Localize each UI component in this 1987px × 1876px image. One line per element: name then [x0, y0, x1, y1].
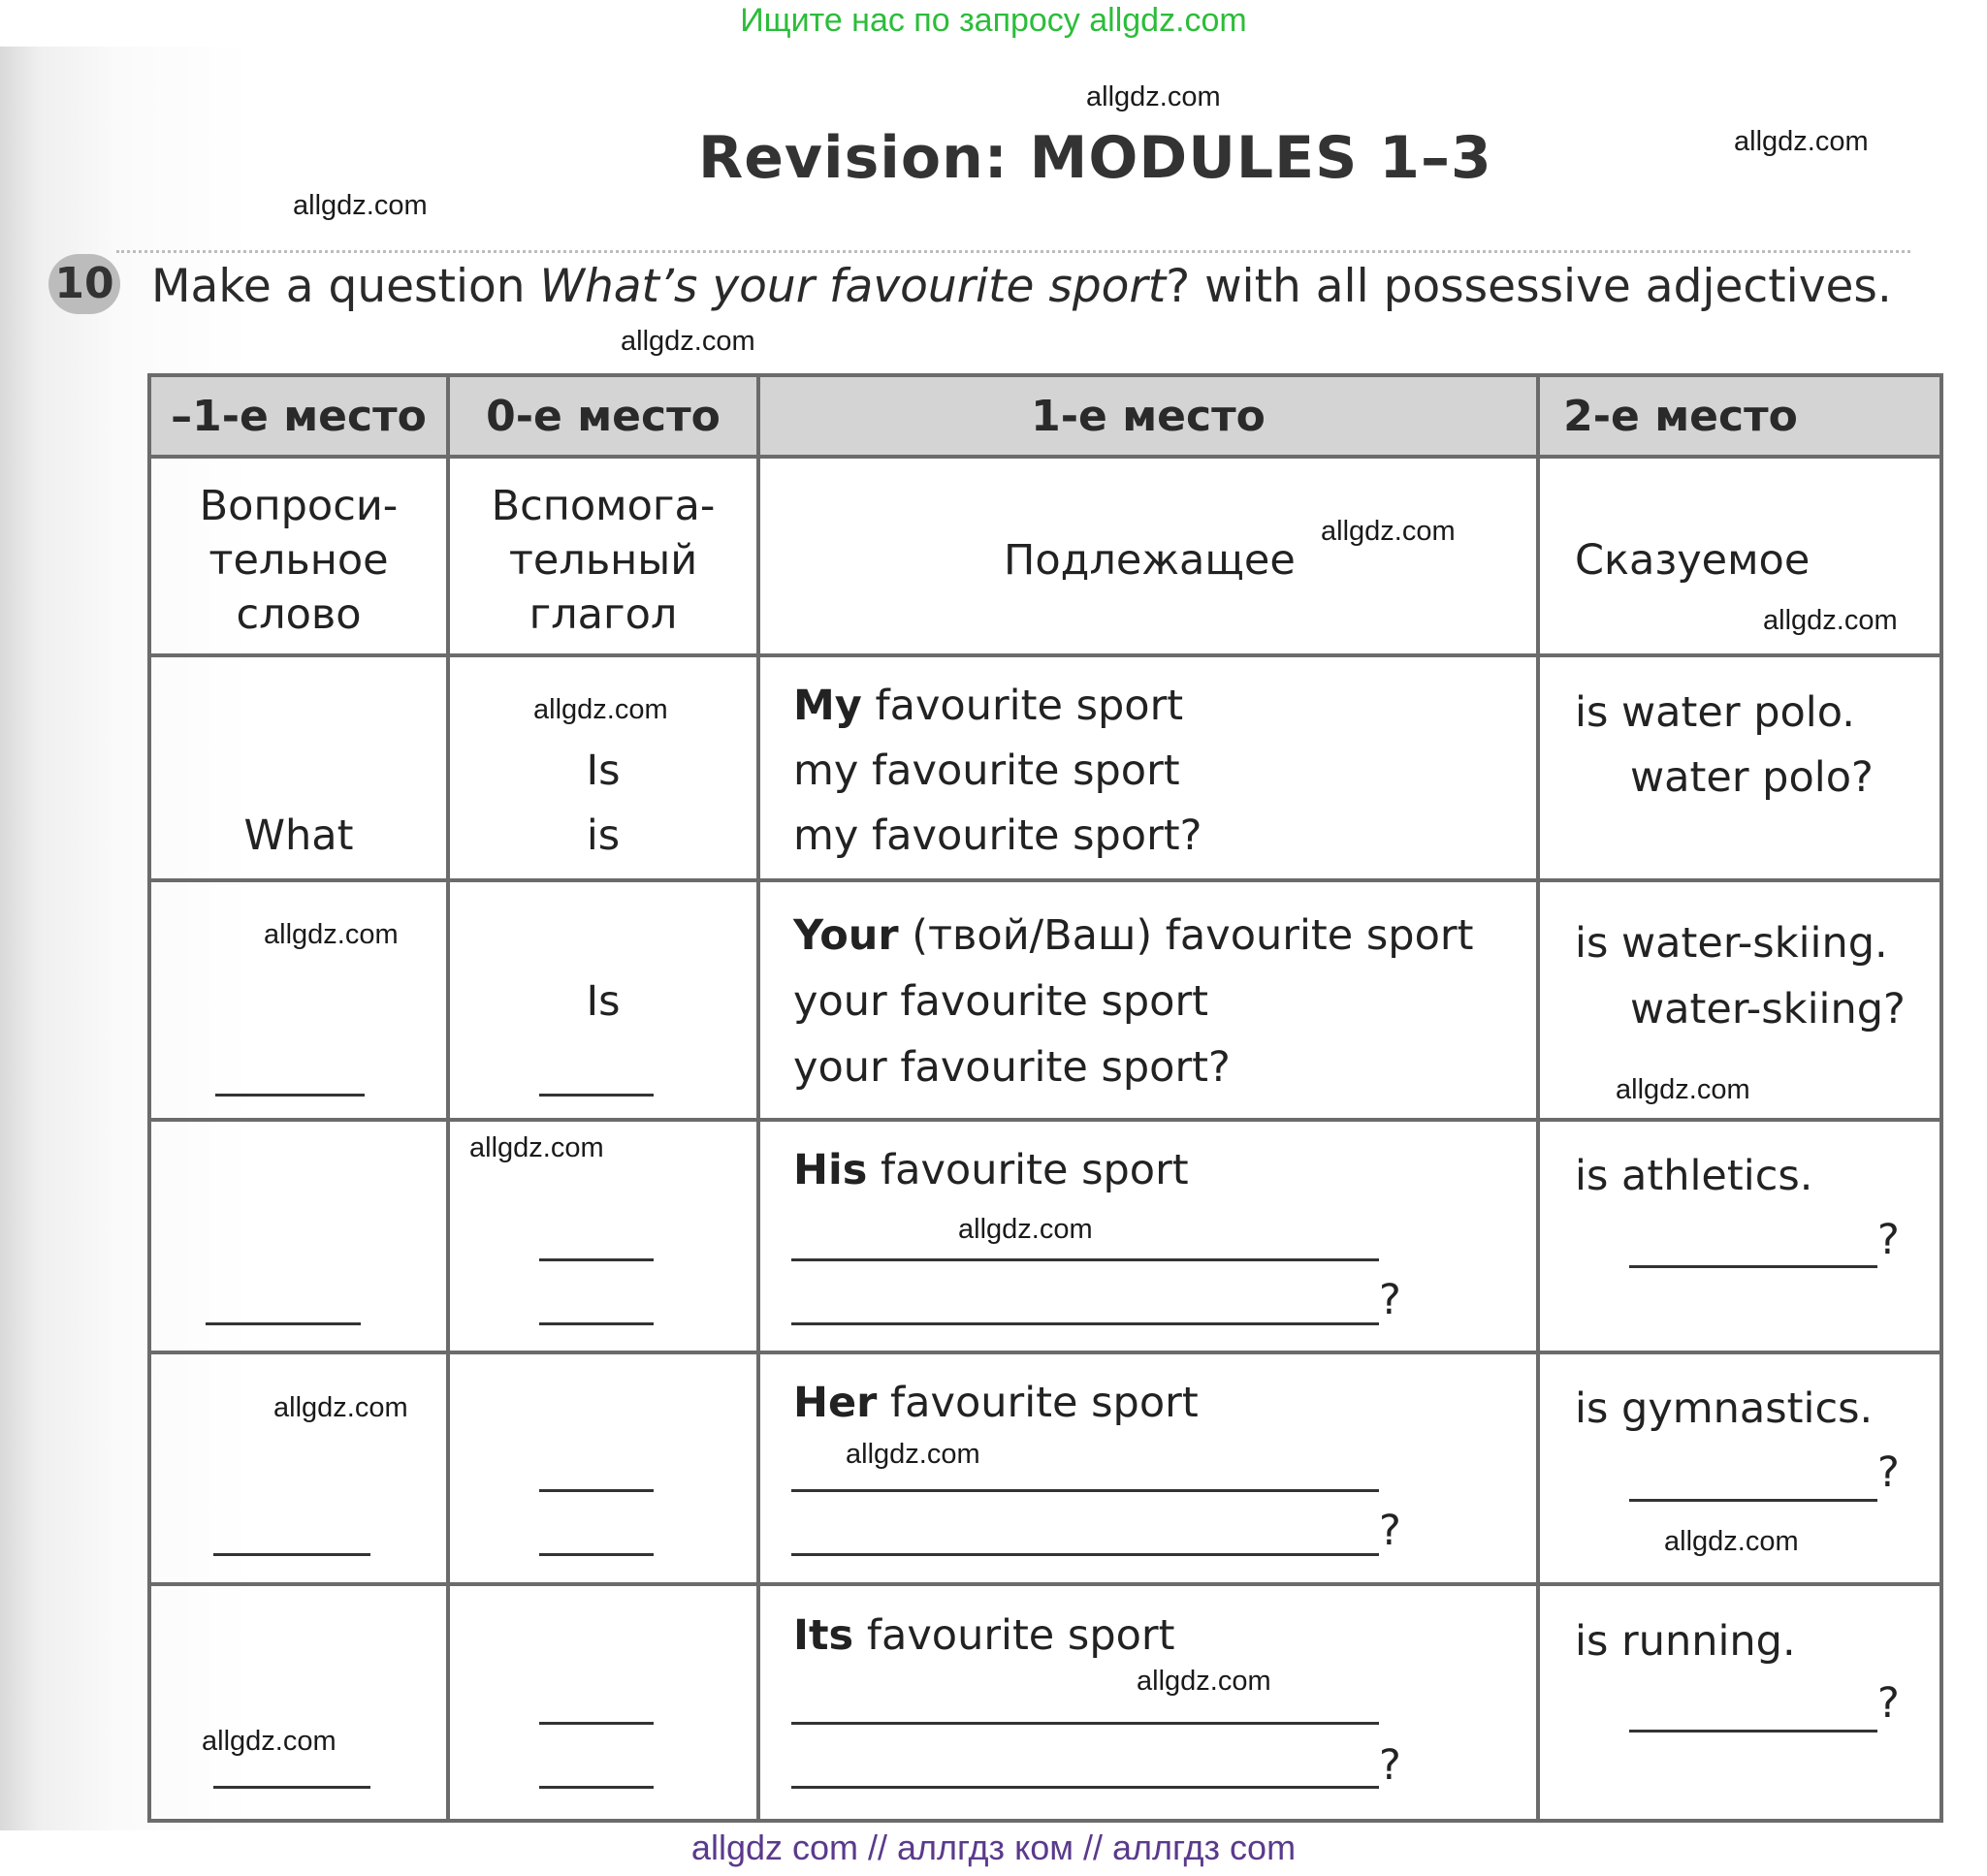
row2-subject-statement: Your (твой/Ваш) favourite sport	[793, 911, 1474, 960]
watermark: allgdz.com	[273, 1392, 408, 1423]
header-col-minus1: –1-е место	[171, 392, 427, 441]
watermark: allgdz.com	[1321, 516, 1456, 547]
instruction-text-end: ? with all possessive adjectives.	[1166, 260, 1892, 313]
row5-subject-blank-b[interactable]	[791, 1786, 1379, 1789]
row1-aux-verb-a: Is	[586, 747, 621, 795]
column-divider	[756, 373, 760, 1823]
label-auxiliary-verb-1: Вспомога-	[491, 482, 716, 530]
row2-subject-question-b: your favourite sport?	[793, 1043, 1231, 1092]
watermark: allgdz.com	[846, 1439, 980, 1470]
row4-subject-blank-b[interactable]	[791, 1553, 1379, 1556]
row4-subject-blank-a[interactable]	[791, 1489, 1379, 1492]
watermark: allgdz.com	[958, 1214, 1093, 1245]
row5-subject-statement: Its favourite sport	[793, 1611, 1175, 1660]
row5-question-word-blank[interactable]	[213, 1786, 370, 1789]
title-divider	[116, 250, 1910, 253]
row3-predicate-statement: is athletics.	[1575, 1152, 1813, 1200]
row-divider	[147, 455, 1943, 459]
row2-aux-verb: Is	[586, 977, 621, 1026]
watermark: allgdz.com	[533, 694, 668, 725]
row5-subject-question-mark: ?	[1379, 1741, 1401, 1790]
watermark: allgdz.com	[1137, 1666, 1271, 1697]
row3-subject-blank-b[interactable]	[791, 1322, 1379, 1325]
row4-predicate-question-mark: ?	[1877, 1448, 1900, 1497]
row2-subject-question-a: your favourite sport	[793, 977, 1209, 1026]
label-auxiliary-verb-2: тельный	[508, 536, 698, 585]
row4-predicate-blank[interactable]	[1629, 1499, 1877, 1502]
watermark: allgdz.com	[1616, 1074, 1750, 1105]
row3-question-word-blank[interactable]	[206, 1322, 361, 1325]
row5-predicate-blank[interactable]	[1629, 1730, 1877, 1733]
label-question-word-2: тельное	[208, 536, 389, 585]
row1-aux-verb-b: is	[586, 811, 621, 860]
row2-predicate-statement: is water-skiing.	[1575, 919, 1888, 968]
row4-aux-verb-blank-a[interactable]	[539, 1489, 654, 1492]
possessive-his: His	[793, 1146, 868, 1194]
watermark: allgdz.com	[202, 1726, 337, 1757]
instruction-italic-question: What’s your favourite sport	[539, 260, 1167, 313]
row-divider	[147, 1351, 1943, 1354]
row5-aux-verb-blank-a[interactable]	[539, 1722, 654, 1725]
possessive-your: Your	[793, 911, 899, 960]
row3-predicate-blank[interactable]	[1629, 1265, 1877, 1268]
row5-aux-verb-blank-b[interactable]	[539, 1786, 654, 1789]
row5-predicate-statement: is running.	[1575, 1617, 1796, 1666]
label-auxiliary-verb-3: глагол	[529, 590, 678, 639]
watermark: allgdz.com	[293, 190, 428, 221]
column-divider	[1536, 373, 1540, 1823]
row4-aux-verb-blank-b[interactable]	[539, 1553, 654, 1556]
label-question-word-1: Вопроси-	[199, 482, 399, 530]
row3-aux-verb-blank-a[interactable]	[539, 1258, 654, 1261]
exercise-number-badge: 10	[48, 254, 120, 314]
row4-question-word-blank[interactable]	[213, 1553, 370, 1556]
header-col-0: 0-е место	[486, 392, 721, 441]
possessive-my: My	[793, 682, 862, 730]
watermark: allgdz.com	[1763, 605, 1898, 636]
row3-predicate-question-mark: ?	[1877, 1216, 1900, 1264]
row1-subject-statement: My favourite sport	[793, 682, 1184, 730]
page-title: Revision: MODULES 1–3	[698, 124, 1492, 192]
row1-subject-question-a: my favourite sport	[793, 747, 1180, 795]
possessive-its: Its	[793, 1611, 854, 1660]
instruction-text-start: Make a question	[151, 260, 540, 313]
row3-subject-blank-a[interactable]	[791, 1258, 1379, 1261]
row-divider	[147, 1582, 1943, 1586]
row-divider	[147, 1118, 1943, 1122]
row1-subject-question-b: my favourite sport?	[793, 811, 1202, 860]
row2-question-word-blank[interactable]	[215, 1094, 365, 1097]
watermark: allgdz.com	[469, 1132, 604, 1163]
watermark: allgdz.com	[1086, 81, 1221, 112]
footer-watermark: allgdz com // аллгдз ком // аллгдз com	[690, 1828, 1297, 1867]
row3-subject-question-mark: ?	[1379, 1276, 1401, 1324]
row1-predicate-statement: is water polo.	[1575, 688, 1855, 737]
row3-aux-verb-blank-b[interactable]	[539, 1322, 654, 1325]
label-predicate: Сказуемое	[1575, 536, 1811, 585]
watermark: allgdz.com	[621, 326, 755, 357]
row2-aux-verb-blank[interactable]	[539, 1094, 654, 1097]
row3-subject-statement: His favourite sport	[793, 1146, 1189, 1194]
header-col-1: 1-е место	[1031, 392, 1266, 441]
row-divider	[147, 653, 1943, 657]
possessive-her: Her	[793, 1379, 878, 1427]
watermark: allgdz.com	[1734, 126, 1869, 157]
header-col-2: 2-е место	[1563, 392, 1798, 441]
row4-predicate-statement: is gymnastics.	[1575, 1384, 1874, 1433]
label-subject: Подлежащее	[1004, 536, 1296, 585]
row5-predicate-question-mark: ?	[1877, 1679, 1900, 1728]
row4-subject-question-mark: ?	[1379, 1507, 1401, 1555]
row5-subject-blank-a[interactable]	[791, 1722, 1379, 1725]
exercise-instruction	[151, 260, 1892, 313]
watermark: allgdz.com	[1664, 1526, 1799, 1557]
site-banner: Ищите нас по запросу allgdz.com	[740, 2, 1247, 39]
label-question-word-3: слово	[236, 590, 362, 639]
row1-question-word: What	[243, 811, 354, 860]
watermark: allgdz.com	[264, 919, 399, 950]
row4-subject-statement: Her favourite sport	[793, 1379, 1199, 1427]
row2-predicate-question: water-skiing?	[1630, 985, 1906, 1033]
row-divider	[147, 878, 1943, 882]
row1-predicate-question: water polo?	[1630, 753, 1874, 802]
